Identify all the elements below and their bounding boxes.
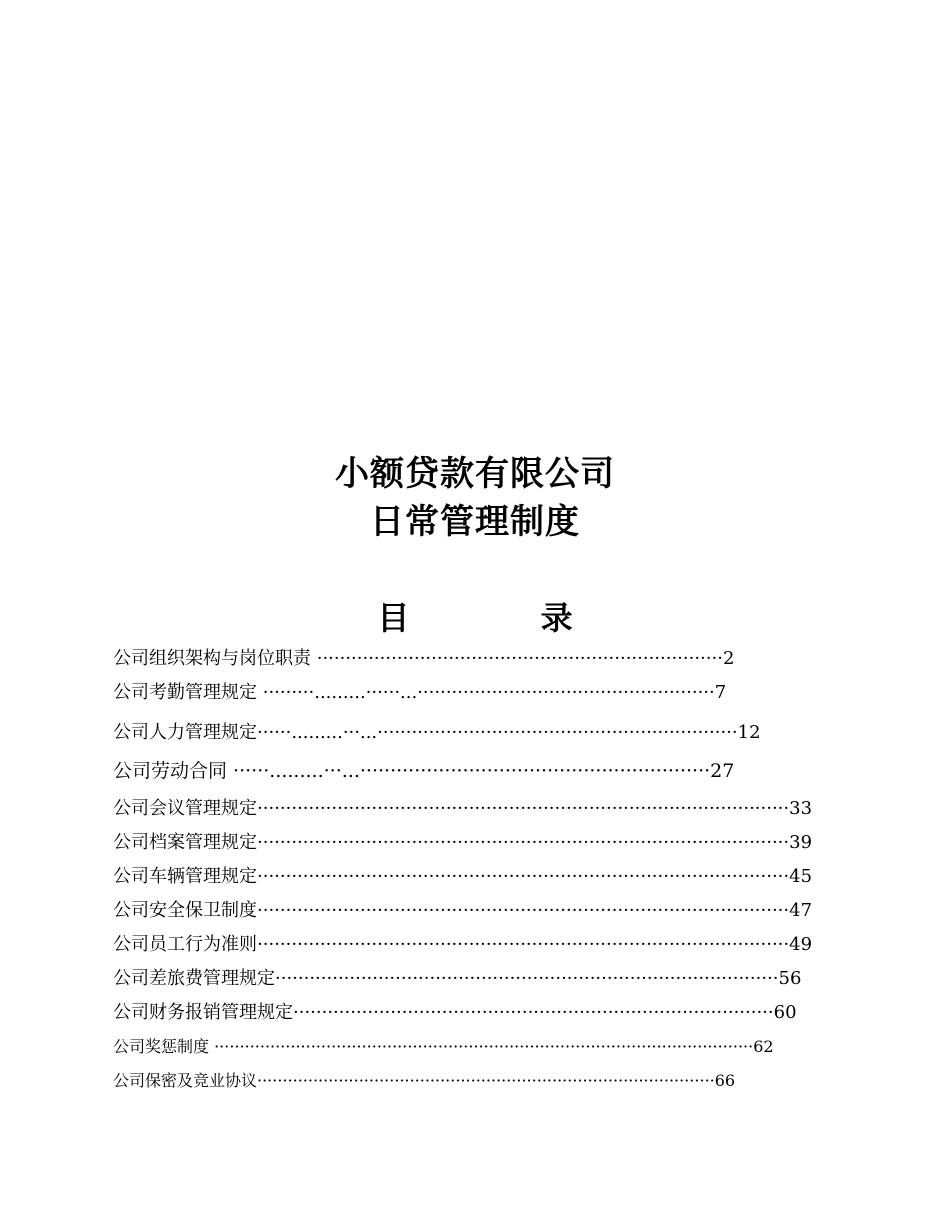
toc-entry-text: 公司人力管理规定······.........···...·······························································12 xyxy=(113,722,761,743)
toc-entry-text: 公司安全保卫制度·····························································································47 xyxy=(113,900,813,921)
table-of-contents xyxy=(113,646,853,1094)
toc-entry xyxy=(113,646,853,672)
toc-entry-text: 公司财务报销管理规定····················································································60 xyxy=(113,1002,797,1023)
toc-entry xyxy=(113,864,853,890)
toc-entry xyxy=(113,966,853,992)
toc-entry-text: 公司车辆管理规定·····························································································45 xyxy=(113,866,813,887)
toc-entry xyxy=(113,830,853,856)
toc-entry xyxy=(113,680,853,706)
toc-entry-text: 公司会议管理规定·····························································································33 xyxy=(113,798,813,819)
toc-entry-text: 公司考勤管理规定 ·········.........······...····················································7 xyxy=(113,682,727,703)
toc-entry-text: 公司保密及竞业协议··························································································66 xyxy=(113,1071,736,1090)
toc-entry-text: 公司员工行为准则·····························································································49 xyxy=(113,934,813,955)
toc-heading: 目 录 xyxy=(377,599,633,637)
toc-entry xyxy=(113,758,853,784)
toc-entry xyxy=(113,932,853,958)
toc-entry xyxy=(113,796,853,822)
toc-entry xyxy=(113,1000,853,1026)
toc-entry-text: 公司档案管理规定·····························································································39 xyxy=(113,832,813,853)
document-title-line1: 小额贷款有限公司 xyxy=(335,454,615,494)
toc-entry xyxy=(113,1034,853,1060)
toc-entry xyxy=(113,720,853,746)
toc-entry xyxy=(113,898,853,924)
toc-entry-text: 公司奖惩制度 ··········································································································62 xyxy=(113,1037,774,1056)
document-title-line2: 日常管理制度 xyxy=(370,502,580,542)
toc-entry-text: 公司组织架构与岗位职责 ·······································································2 xyxy=(113,648,735,669)
toc-entry-text: 公司劳动合同 ······.........···...··························································27 xyxy=(113,760,735,782)
toc-entry-text: 公司差旅费管理规定························································································56 xyxy=(113,968,802,989)
toc-entry xyxy=(113,1068,853,1094)
